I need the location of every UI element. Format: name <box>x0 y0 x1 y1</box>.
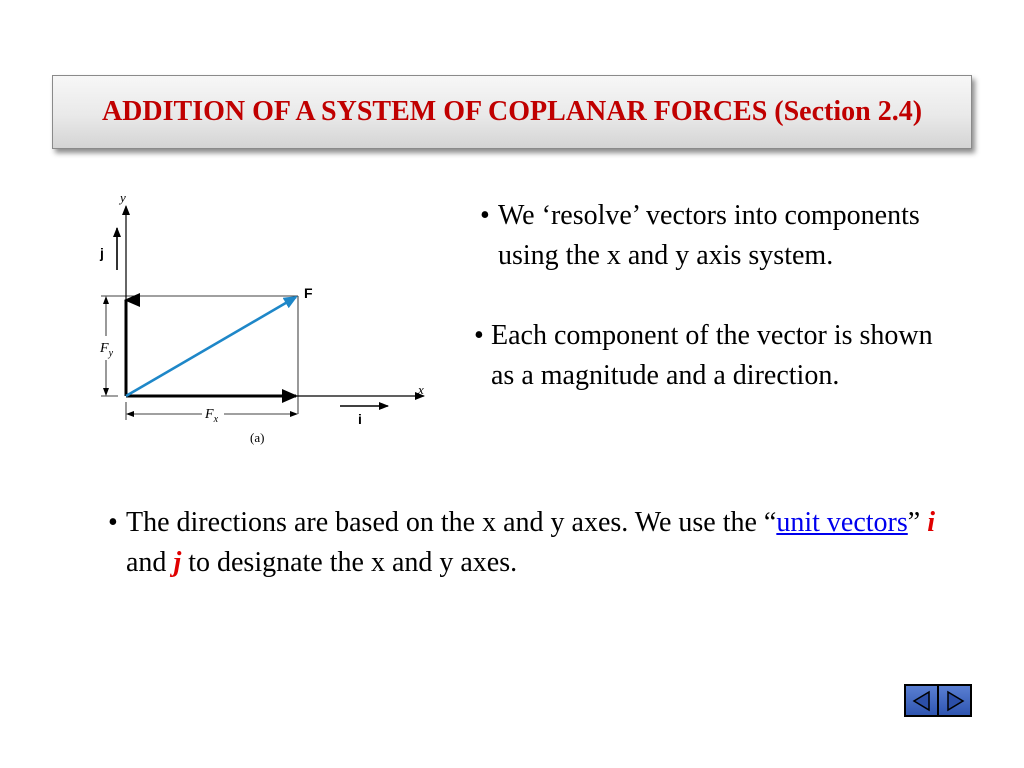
triangle-left-icon <box>911 690 933 712</box>
x-axis-label: x <box>418 382 424 397</box>
bullet-text: Each component of the vector is shown as a magnitude and a direction. <box>491 320 933 391</box>
title-box <box>52 75 972 149</box>
fy-label: $F_y$ <box>100 341 114 359</box>
f-vector-label: F <box>304 285 313 301</box>
fy-dimension-arrowhead-bottom <box>103 388 109 396</box>
bullet-text: The directions are based on the x and y axes. We use the “unit vectors” i and j to designate the x and y axes. <box>126 507 935 578</box>
slide-title: ADDITION OF A SYSTEM OF COPLANAR FORCES (Section 2.4) <box>101 96 923 127</box>
triangle-right-icon <box>944 690 966 712</box>
bullet-marker: • <box>480 200 490 231</box>
previous-slide-button[interactable] <box>906 686 937 715</box>
j-unit-label: j <box>100 245 104 261</box>
diagram-caption: (a) <box>250 430 265 445</box>
i-unit-label: i <box>358 411 362 427</box>
bullet-resolve-vectors <box>480 196 938 276</box>
y-axis-label: y <box>120 190 126 205</box>
vector-components-diagram <box>96 188 436 452</box>
unit-vectors-link[interactable]: unit vectors <box>776 507 908 538</box>
unit-vector-i: i <box>927 507 935 538</box>
bullet-unit-vectors <box>108 503 946 583</box>
slide-navigation <box>904 684 972 717</box>
fx-label: $F_x$ <box>205 407 219 425</box>
fx-dimension-arrowhead-right <box>290 411 298 417</box>
bullet-marker: • <box>474 320 484 351</box>
bullet-marker: • <box>108 507 118 538</box>
bullet-component-magnitude <box>474 316 961 396</box>
fx-dimension-arrowhead-left <box>126 411 134 417</box>
next-slide-button[interactable] <box>939 686 970 715</box>
bullet-text: We ‘resolve’ vectors into components using the x and y axis system. <box>498 200 920 271</box>
fy-dimension-arrowhead-top <box>103 296 109 304</box>
f-vector-arrow <box>126 297 296 396</box>
unit-vector-j: j <box>173 547 182 578</box>
